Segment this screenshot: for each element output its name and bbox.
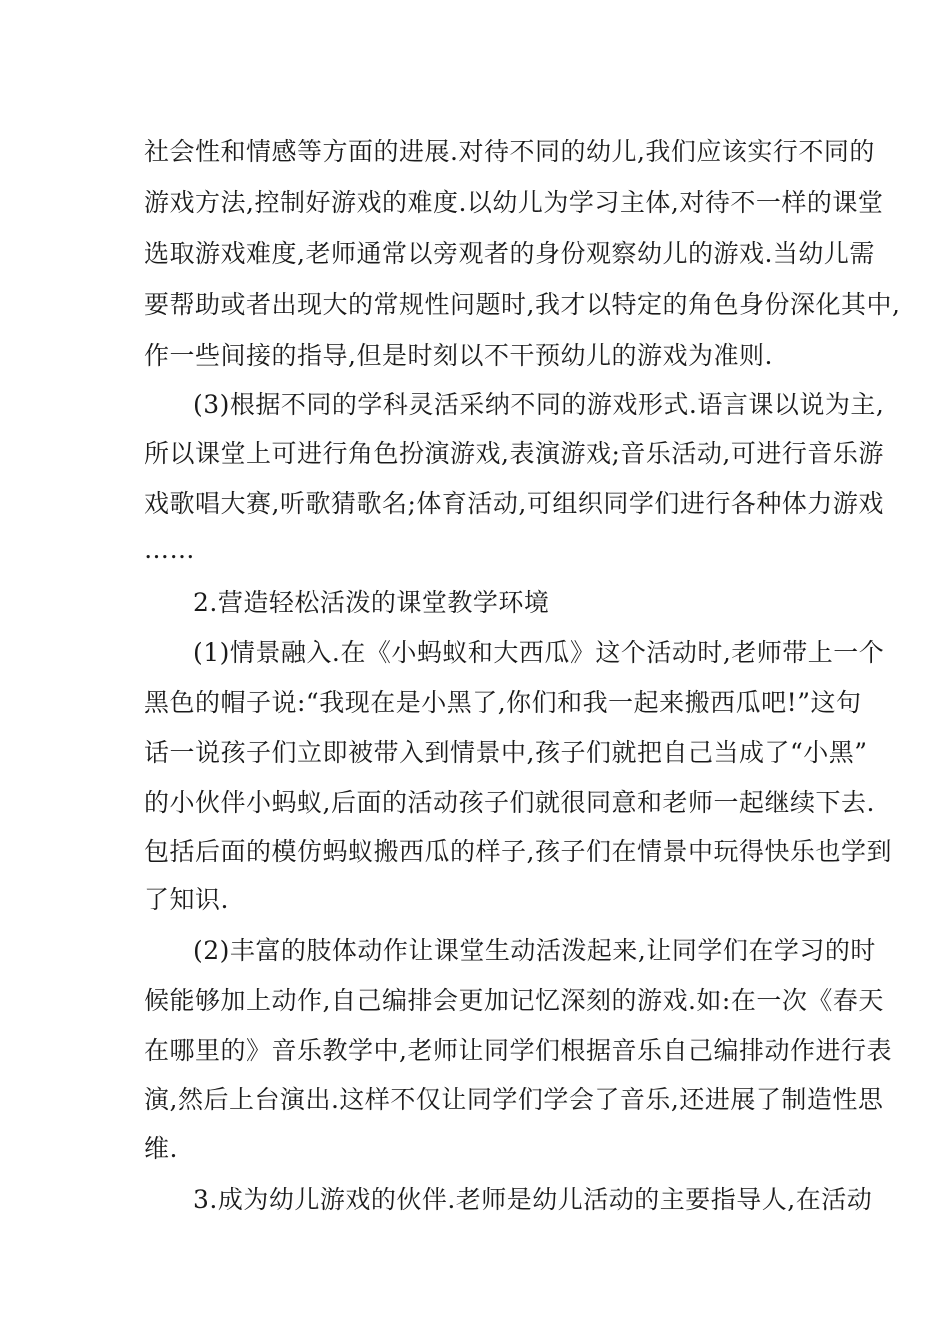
text-line: 选取游戏难度,老师通常以旁观者的身份观察幼儿的游戏.当幼儿需 [144,239,875,268]
text-line: 社会性和情感等方面的进展.对待不同的幼儿,我们应该实行不同的 [144,137,875,166]
text-line: …… [144,535,195,564]
text-line: 演,然后上台演出.这样不仅让同学们学会了音乐,还进展了制造性思 [144,1085,884,1114]
text-line: 话一说孩子们立即被带入到情景中,孩子们就把自己当成了“小黑” [144,738,868,767]
text-line: 的小伙伴小蚂蚁,后面的活动孩子们就很同意和老师一起继续下去. [144,788,875,817]
text-line: 候能够加上动作,自己编排会更加记忆深刻的游戏.如:在一次《春天 [144,986,884,1015]
text-line: 维. [144,1134,178,1163]
text-line: 包括后面的模仿蚂蚁搬西瓜的样子,孩子们在情景中玩得快乐也学到 [144,837,892,866]
section-heading: 3.成为幼儿游戏的伙伴.老师是幼儿活动的主要指导人,在活动 [193,1185,873,1214]
text-line: 所以课堂上可进行角色扮演游戏,表演游戏;音乐活动,可进行音乐游 [144,439,884,468]
text-line: 游戏方法,控制好游戏的难度.以幼儿为学习主体,对待不一样的课堂 [144,188,884,217]
text-line: 作一些间接的指导,但是时刻以不干预幼儿的游戏为准则. [144,341,773,370]
paragraph-start-line: (3)根据不同的学科灵活采纳不同的游戏形式.语言课以说为主, [193,390,885,419]
text-line: 在哪里的》音乐教学中,老师让同学们根据音乐自己编排动作进行表 [144,1036,892,1065]
paragraph-start-line: (1)情景融入.在《小蚂蚁和大西瓜》这个活动时,老师带上一个 [193,638,885,667]
section-heading: 2.营造轻松活泼的课堂教学环境 [193,588,550,617]
text-line: 戏歌唱大赛,听歌猜歌名;体育活动,可组织同学们进行各种体力游戏 [144,489,884,518]
text-line: 了知识. [144,885,229,914]
paragraph-start-line: (2)丰富的肢体动作让课堂生动活泼起来,让同学们在学习的时 [193,936,876,965]
text-line: 黑色的帽子说:“我现在是小黑了,你们和我一起来搬西瓜吧!”这句 [144,688,862,717]
text-line: 要帮助或者出现大的常规性问题时,我才以特定的角色身份深化其中, [144,290,901,319]
